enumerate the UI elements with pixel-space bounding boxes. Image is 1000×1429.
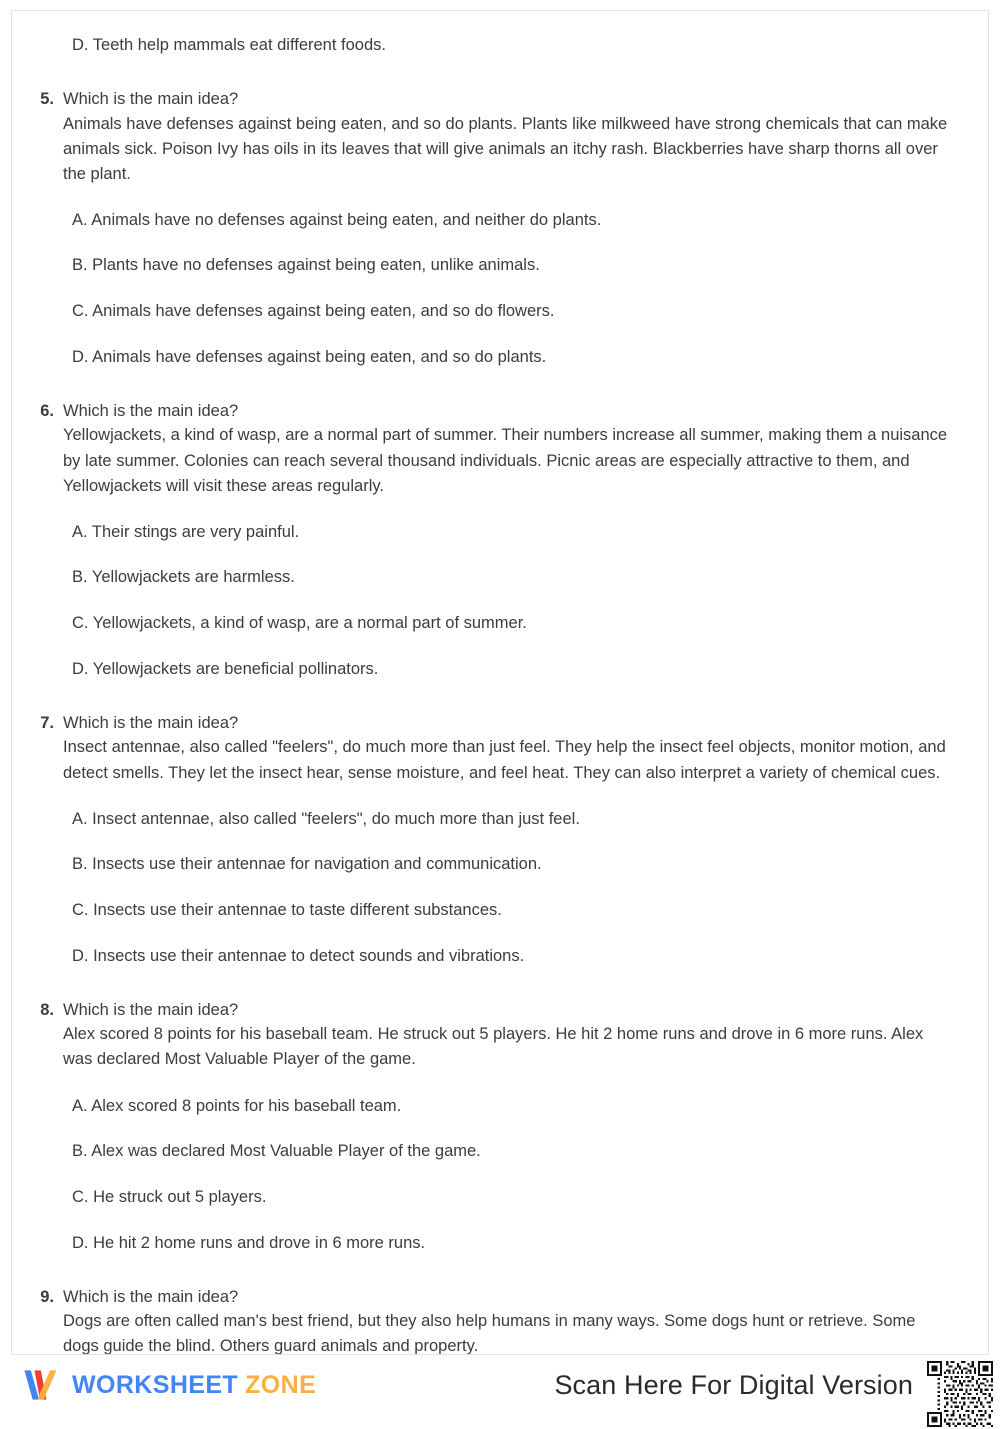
option-item[interactable]: D. He hit 2 home runs and drove in 6 more runs. (72, 1233, 426, 1252)
question-block (37, 711, 948, 969)
question-prompt: Which is the main idea? (63, 713, 239, 732)
question-block (37, 399, 948, 682)
option-item[interactable]: A. Alex scored 8 points for his baseball team. (72, 1096, 402, 1115)
question-body (63, 399, 948, 499)
question-block (37, 1285, 948, 1355)
option-item[interactable]: B. Insects use their antennae for navigation and communication. (72, 855, 542, 874)
question-number: 7. (40, 713, 54, 732)
brand-word-worksheet: WORKSHEET (72, 1370, 239, 1399)
question-number: 9. (40, 1287, 54, 1306)
option-item[interactable]: D. Animals have defenses against being eaten, and so do plants. (72, 347, 547, 366)
question-number: 5. (40, 89, 54, 108)
question-prompt: Which is the main idea? (63, 1287, 239, 1306)
worksheet-inner (12, 11, 988, 1355)
option-item: D. Teeth help mammals eat different foods. (72, 36, 386, 54)
option-list (37, 1094, 948, 1256)
option-item[interactable]: A. Their stings are very painful. (72, 522, 300, 541)
option-item[interactable]: A. Insect antennae, also called "feelers", do much more than just feel. (72, 809, 580, 828)
scan-section (554, 1356, 995, 1414)
brand-word-zone: ZONE (245, 1370, 317, 1399)
option-item[interactable]: C. Yellowjackets, a kind of wasp, are a normal part of summer. (72, 614, 527, 633)
worksheet-zone-w-logo-icon (18, 1363, 62, 1407)
question-head (37, 1285, 948, 1355)
option-item[interactable]: B. Plants have no defenses against being eaten, unlike animals. (72, 256, 540, 275)
option-item[interactable]: C. Animals have defenses against being eaten, and so do flowers. (72, 302, 555, 321)
question-block (37, 87, 948, 370)
option-item[interactable]: D. Insects use their antennae to detect sounds and vibrations. (72, 946, 525, 965)
option-item[interactable]: B. Alex was declared Most Valuable Player of the game. (72, 1142, 481, 1161)
page-footer (0, 1356, 1000, 1414)
question-number: 8. (40, 1000, 54, 1019)
brand-wordmark (72, 1371, 316, 1400)
question-passage: Dogs are often called man's best friend, but they also help humans in many ways. Some dogs hunt or retrieve. Some dogs guide the blind. Others guard animals and property. (63, 1312, 916, 1355)
question-body (63, 1285, 948, 1355)
option-list (37, 520, 948, 682)
worksheet-content-box (11, 10, 989, 1355)
question-head (37, 399, 948, 499)
question-number: 6. (40, 401, 54, 420)
question-prompt: Which is the main idea? (63, 401, 239, 420)
question-passage: Alex scored 8 points for his baseball team. He struck out 5 players. He hit 2 home runs and drove in 6 more runs. Alex was declared Most Valuable Player of the game. (63, 1025, 924, 1069)
question-passage: Animals have defenses against being eaten, and so do plants. Plants like milkweed have strong chemicals that can make animals sick. Poison Ivy has oils in its leaves that will give animals an itchy rash. Blackberries have sharp thorns all over the plant. (63, 114, 948, 183)
option-item[interactable]: B. Yellowjackets are harmless. (72, 568, 295, 587)
option-list (37, 208, 948, 370)
question-prompt: Which is the main idea? (63, 89, 239, 108)
question-head (37, 87, 948, 187)
question-passage: Insect antennae, also called "feelers", do much more than just feel. They help the insect feel objects, monitor motion, and detect smells. They let the insect hear, sense moisture, and feel heat. They can also interpret a variety of chemical cues. (63, 738, 946, 782)
question-head (37, 711, 948, 786)
option-item[interactable]: D. Yellowjackets are beneficial pollinators. (72, 659, 379, 678)
question-head (37, 998, 948, 1073)
question-block (37, 998, 948, 1256)
question-body (63, 998, 948, 1073)
option-item[interactable]: C. He struck out 5 players. (72, 1188, 267, 1207)
qr-code-icon[interactable] (925, 1359, 995, 1429)
option-list (37, 807, 948, 969)
question-prompt: Which is the main idea? (63, 1000, 239, 1019)
brand-logo (18, 1357, 316, 1413)
scan-label: Scan Here For Digital Version (554, 1369, 913, 1400)
option-item[interactable]: C. Insects use their antennae to taste different substances. (72, 901, 502, 920)
question-body (63, 711, 948, 786)
option-item[interactable]: A. Animals have no defenses against being eaten, and neither do plants. (72, 210, 602, 229)
question-body (63, 87, 948, 187)
question-passage: Yellowjackets, a kind of wasp, are a normal part of summer. Their numbers increase all summer, making them a nuisance by late summer. Colonies can reach several thousand individuals. Picnic areas are especially attractive to them, and Yellowjackets will visit these areas regularly. (63, 426, 948, 495)
